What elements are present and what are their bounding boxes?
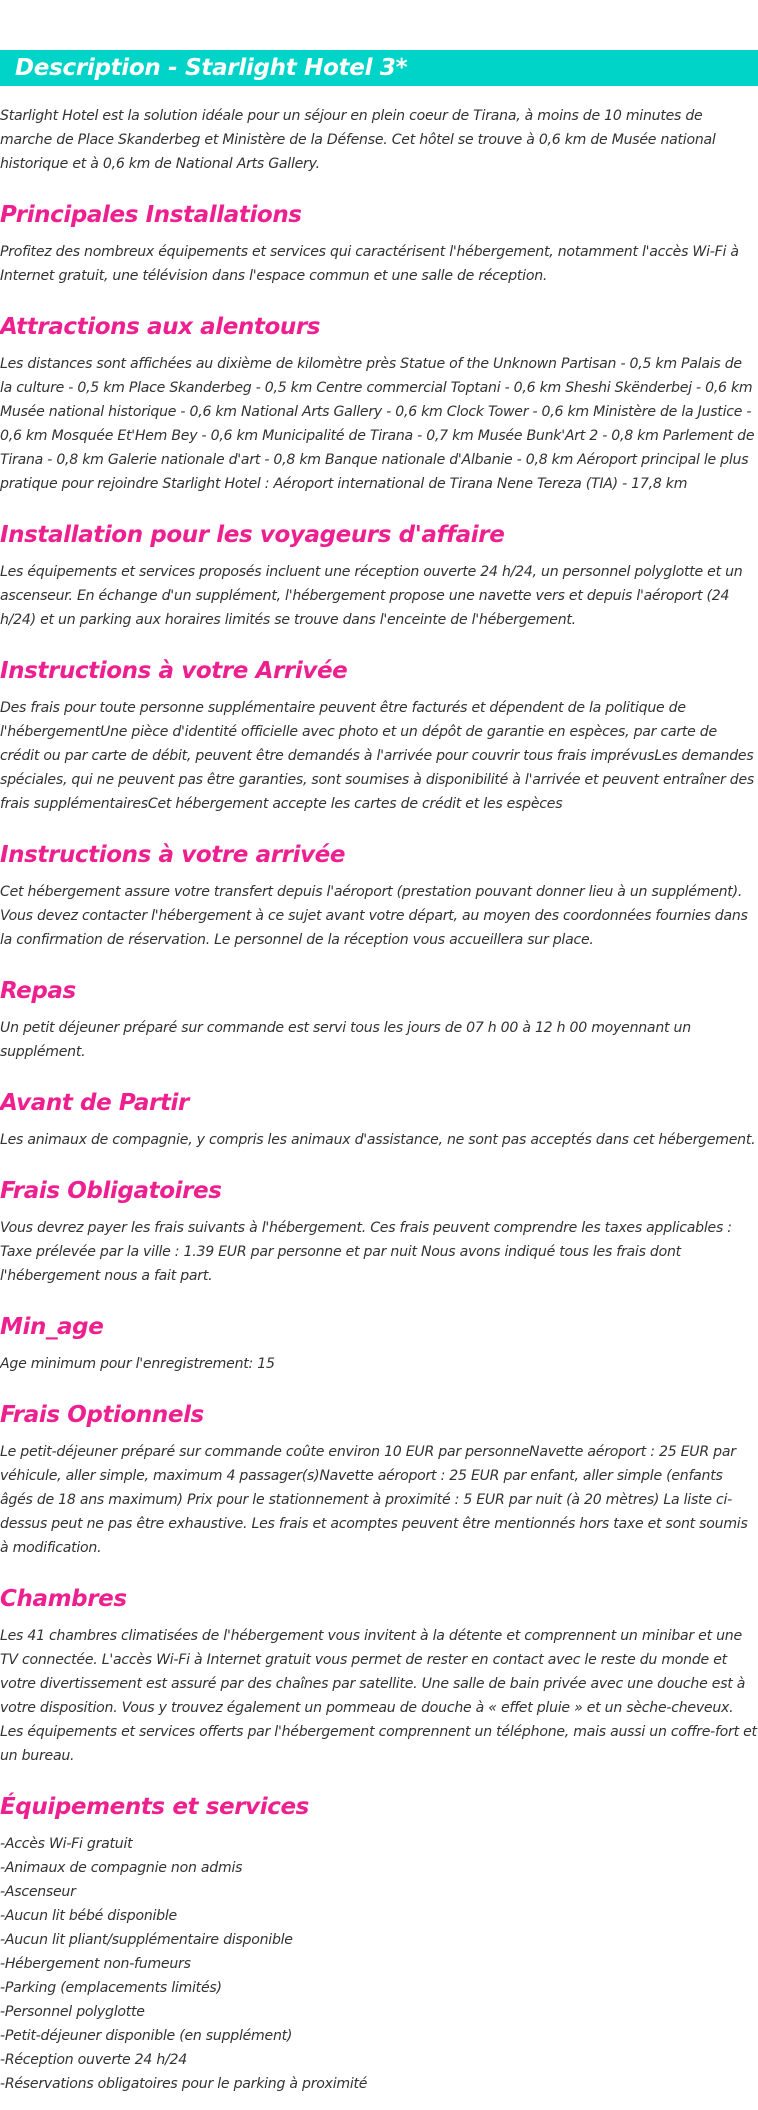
amenities-list [0,1832,758,2096]
section-text: Age minimum pour l'enregistrement: 15 [0,1356,275,1372]
section-heading: Principales Installations [0,202,302,228]
section-text: Les animaux de compagnie, y compris les animaux d'assistance, ne sont pas acceptés dans cet hébergement. [0,1132,756,1148]
section-heading: Attractions aux alentours [0,314,321,340]
section-frais-obligatoires [0,1176,758,1288]
section-avant-de-partir [0,1088,758,1152]
list-item: -Ascenseur [0,1884,76,1900]
section-instructions-arrivee-2 [0,840,758,952]
description-text: Starlight Hotel est la solution idéale pour un séjour en plein coeur de Tirana, à moins de 10 minutes de marche de Place Skanderbeg et Ministère de la Défense. Cet hôtel se trouve à 0,6 km de Musée national historique et à 0,6 km de National Arts Gallery. [0,108,716,172]
list-item: -Hébergement non-fumeurs [0,1956,191,1972]
section-repas [0,976,758,1064]
list-item: -Animaux de compagnie non admis [0,1860,243,1876]
section-heading: Instructions à votre Arrivée [0,658,348,684]
section-text: Profitez des nombreux équipements et services qui caractérisent l'hébergement, notamment l'accès Wi-Fi à Internet gratuit, une télévision dans l'espace commun et une salle de réception. [0,244,739,284]
section-heading: Instructions à votre arrivée [0,842,346,868]
section-description [0,104,758,176]
section-heading: Équipements et services [0,1794,309,1820]
section-chambres [0,1584,758,1768]
section-min-age [0,1312,758,1376]
section-heading: Chambres [0,1586,127,1612]
section-text: Cet hébergement assure votre transfert depuis l'aéroport (prestation pouvant donner lieu à un supplément). Vous devez contacter l'hébergement à ce sujet avant votre départ, au moyen des coordonnées fournies dans la confirmation de réservation. Le personnel de la réception vous accueillera sur place. [0,884,748,948]
list-item: -Aucun lit pliant/supplémentaire disponible [0,1932,293,1948]
list-item: -Parking (emplacements limités) [0,1980,222,1996]
section-heading: Repas [0,978,76,1004]
title-bar [0,50,758,86]
section-heading: Frais Obligatoires [0,1178,222,1204]
section-attractions [0,312,758,496]
section-voyageurs-affaire [0,520,758,632]
section-heading: Min_age [0,1314,104,1340]
page-title: Description - Starlight Hotel 3* [15,55,408,81]
section-heading: Installation pour les voyageurs d'affaire [0,522,505,548]
section-text: Les distances sont affichées au dixième de kilomètre près Statue of the Unknown Partisan - 0,5 km Palais de la culture - 0,5 km Place Skanderbeg - 0,5 km Centre commercial Toptani - 0,6 km Sheshi Skënderbej - 0,6 km Musée national historique - 0,6 km National Arts Gallery - 0,6 km Clock Tower - 0,6 km Ministère de la Justice - 0,6 km Mosquée Et'Hem Bey - 0,6 km Municipalité de Tirana - 0,7 km Musée Bunk'Art 2 - 0,8 km Parlement de Tirana - 0,8 km Galerie nationale d'art - 0,8 km Banque nationale d'Albanie - 0,8 km Aéroport principal le plus pratique pour rejoindre Starlight Hotel : Aéroport international de Tirana Nene Tereza (TIA) - 17,8 km [0,356,755,492]
section-equipements-services [0,1792,758,2096]
list-item: -Petit-déjeuner disponible (en supplément) [0,2028,293,2044]
list-item: -Accès Wi-Fi gratuit [0,1836,133,1852]
section-text: Un petit déjeuner préparé sur commande est servi tous les jours de 07 h 00 à 12 h 00 moyennant un supplément. [0,1020,691,1060]
list-item: -Réception ouverte 24 h/24 [0,2052,187,2068]
list-item: -Réservations obligatoires pour le parking à proximité [0,2076,368,2092]
list-item: -Personnel polyglotte [0,2004,145,2020]
section-heading: Frais Optionnels [0,1402,204,1428]
section-text: Les équipements et services proposés incluent une réception ouverte 24 h/24, un personnel polyglotte et un ascenseur. En échange d'un supplément, l'hébergement propose une navette vers et depuis l'aéroport (24 h/24) et un parking aux horaires limités se trouve dans l'enceinte de l'hébergement. [0,564,743,628]
section-principales-installations [0,200,758,288]
section-text: Vous devrez payer les frais suivants à l'hébergement. Ces frais peuvent comprendre les taxes applicables : Taxe prélevée par la ville : 1.39 EUR par personne et par nuit Nous avons indiqué tous les frais dont l'hébergement nous a fait part. [0,1220,732,1284]
list-item: -Aucun lit bébé disponible [0,1908,177,1924]
section-text: Les 41 chambres climatisées de l'hébergement vous invitent à la détente et comprennent un minibar et une TV connectée. L'accès Wi-Fi à Internet gratuit vous permet de rester en contact avec le reste du monde et votre divertissement est assuré par des chaînes par satellite. Une salle de bain privée avec une douche est à votre disposition. Vous y trouvez également un pommeau de douche à « effet pluie » et un sèche-cheveux. Les équipements et services offerts par l'hébergement comprennent un téléphone, mais aussi un coffre-fort et un bureau. [0,1628,757,1764]
section-text: Des frais pour toute personne supplémentaire peuvent être facturés et dépendent de la politique de l'hébergementUne pièce d'identité officielle avec photo et un dépôt de garantie en espèces, par carte de crédit ou par carte de débit, peuvent être demandés à l'arrivée pour couvrir tous frais imprévusLes demandes spéciales, qui ne peuvent pas être garanties, sont soumises à disponibilité à l'arrivée et peuvent entraîner des frais supplémentairesCet hébergement accepte les cartes de crédit et les espèces [0,700,755,812]
section-instructions-arrivee-1 [0,656,758,816]
section-heading: Avant de Partir [0,1090,189,1116]
section-text: Le petit-déjeuner préparé sur commande coûte environ 10 EUR par personneNavette aéroport : 25 EUR par véhicule, aller simple, maximum 4 passager(s)Navette aéroport : 25 EUR par enfant, aller simple (enfants âgés de 18 ans maximum) Prix pour le stationnement à proximité : 5 EUR par nuit (à 20 mètres) La liste ci-dessus peut ne pas être exhaustive. Les frais et acomptes peuvent être mentionnés hors taxe et sont soumis à modification. [0,1444,748,1556]
section-frais-optionnels [0,1400,758,1560]
